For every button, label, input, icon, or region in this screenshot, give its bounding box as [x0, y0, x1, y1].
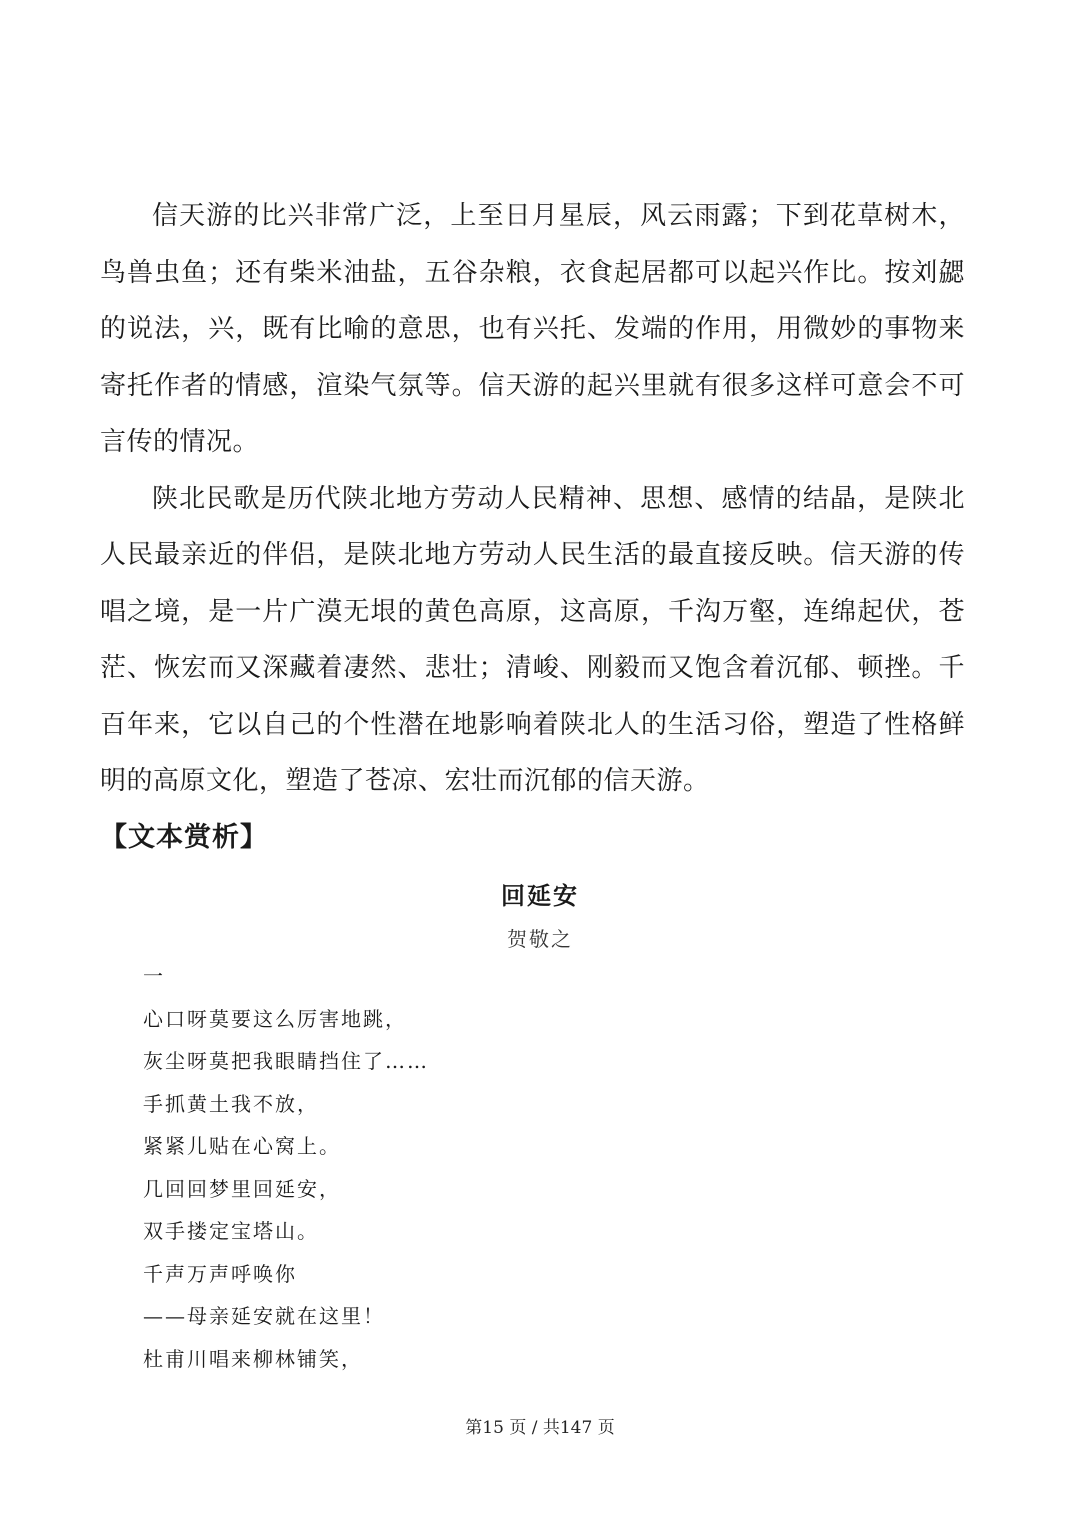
section-heading: 【文本赏析】 [100, 822, 268, 853]
poem-line: 杜甫川唱来柳林铺笑， [143, 1346, 363, 1371]
poem-line: 心口呀莫要这么厉害地跳， [143, 1006, 407, 1031]
poem-line: 几回回梦里回延安， [143, 1176, 341, 1201]
paragraph-1: 信天游的比兴非常广泛，上至日月星辰，风云雨露；下到花草树木，鸟兽虫鱼；还有柴米油盐，五谷杂粮，衣食起居都可以起兴作比。按刘勰的说法，兴，既有比喻的意思，也有兴托、发端的作用，用微妙的事物来寄托作者的情感，渲染气氛等。信天游的起兴里就有很多这样可意会不可言传的情况。 [100, 201, 965, 457]
poem-line: 双手搂定宝塔山。 [143, 1219, 319, 1243]
poem-line: 紧紧儿贴在心窝上。 [143, 1134, 341, 1158]
poem-line: ——母亲延安就在这里！ [143, 1304, 385, 1328]
poem-title: 回延安 [501, 881, 579, 910]
poem-line: 灰尘呀莫把我眼睛挡住了…… [143, 1049, 429, 1073]
poem-body [143, 955, 429, 1380]
page-footer: 第15 页 / 共147 页 [465, 1418, 615, 1438]
poem-line: 手抓黄土我不放， [143, 1091, 319, 1116]
poem-line: 一 [143, 964, 165, 988]
paragraph-2: 陕北民歌是历代陕北地方劳动人民精神、思想、感情的结晶，是陕北人民最亲近的伴侣，是陕北地方劳动人民生活的最直接反映。信天游的传唱之境，是一片广漠无垠的黄色高原，这高原，千沟万壑，连绵起伏，苍茫、恢宏而又深藏着凄然、悲壮；清峻、刚毅而又饱含着沉郁、顿挫。千百年来，它以自己的个性潜在地影响着陕北人的生活习俗，塑造了性格鲜明的高原文化，塑造了苍凉、宏壮而沉郁的信天游。 [100, 483, 965, 796]
poem-author: 贺敬之 [507, 927, 573, 951]
body-text [100, 188, 965, 810]
poem-line: 千声万声呼唤你 [143, 1261, 297, 1286]
